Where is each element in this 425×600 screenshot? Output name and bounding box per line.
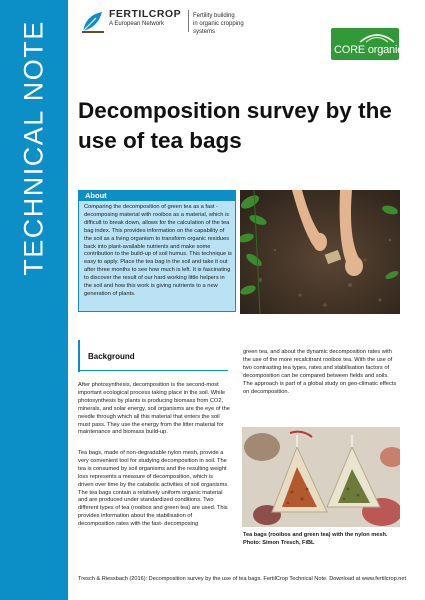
core-organic-text: CORE organic [334,44,403,56]
background-heading-block [78,340,228,372]
heading-accent-bar [78,340,80,372]
caption-credit: Photo: Simon Tresch, FiBL [243,539,315,546]
logo-divider [188,10,189,32]
fertilcrop-logo [80,8,255,38]
tea-bags-photo [242,427,400,527]
citation-footer: Tresch & Riessbach (2016): Decomposition survey by the use of tea bags. FertilCrop Technical Note. Download at www.fertilcrop.net [78,576,407,582]
document-type-label: TECHNICAL NOTE [18,20,49,276]
page-title: Decomposition survey by the use of tea bags [78,98,392,153]
logo-tagline: Fertility building in organic cropping systems [193,13,244,35]
heading-underline [78,370,228,371]
logo-name: FERTILCROP [109,8,182,20]
about-box [78,190,236,312]
logo-subtitle: A European Network [109,21,165,27]
background-paragraph-1: After photosynthesis, decomposition is the second-most important ecological process taking place in the soil. While photosynthesis by plants is producing biomass from CO2, minerals, and solar energy, soil organisms are the eye of the needle through which all this material that enters the soil must pass. They use the energy from the litter material for maintenance and biomass build-up. [78,382,230,436]
side-banner [0,0,68,600]
about-text: Comparing the decomposition of green tea as a fast -decomposing material with rooibos as a material, which is difficult to break down, allows for the calculation of the tea bag index. This provides information on the capability of the soil as a living organism to transform organic residues back into plant-available nutrients and make some contribution to the build-up of soil humus. This technique is easy to apply. Place the tea bag in the soil and take it out after three months to see how much is left. It is fascinating to discover the result of our hard working little helpers in the soil and how this work is giving nutrients to a new generation of plants. [84,204,232,297]
core-organic-arc-icon [358,31,396,43]
core-organic-logo [331,28,403,60]
photo-caption [243,532,400,547]
fertilcrop-leaf-icon [80,9,106,35]
about-header [79,191,235,201]
planting-tea-bag-photo [240,190,400,314]
about-heading: About [85,191,107,200]
background-paragraph-2: Tea bags, made of non-degradable nylon mesh, provide a very convenient tool for studying decomposition in soil. The tea is consumed by soil organisms and the resulting weight loss represents a measure of decomposition, which is driven over time by the catabolic activities of soil organisms. The tea bags contain a relatively uniform organic material and are produced under standardized conditions. Two different types of tea (rooibos and green tea) are used. This provides information about the stabilisation of decomposition rates with the fast- decomposing [78,450,229,528]
background-heading: Background [88,352,135,361]
background-paragraph-3: green tea, and about the dynamic decomposition rates with the use of the more recalcitrant rooibos tea. With the use of two contrasting tea types, rates and stabilisation factors of decomposition can be compared between fields and soils. The approach is part of a global study on geo-climatic effects on decomposition. [243,349,397,395]
caption-text: Tea bags (rooibos and green tea) with the nylon mesh. [243,532,388,538]
